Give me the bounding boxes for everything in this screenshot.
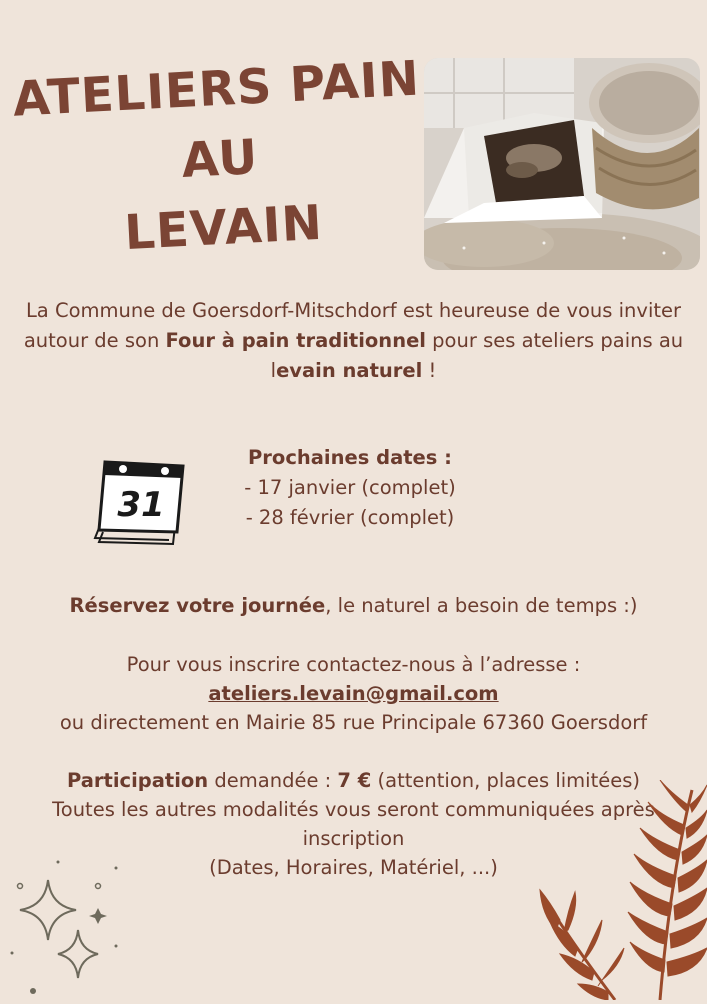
dates-heading: Prochaines dates :	[248, 446, 452, 469]
bread-book-photo	[424, 58, 700, 270]
calendar-day: 31	[117, 485, 165, 525]
reserve-line: Réservez votre journée, le naturel a besoin de temps :)	[69, 594, 638, 617]
contact-intro: Pour vous inscrire contactez-nous à l’adresse :	[126, 653, 581, 676]
calendar-icon	[85, 452, 189, 548]
page-title	[0, 44, 445, 276]
participation-line: Participation demandée : 7 € (attention, places limitées)	[67, 769, 640, 792]
intro-bold-oven: Four à pain traditionnel	[165, 329, 426, 352]
title-line-1: ATELIERS PAIN AU	[11, 50, 422, 189]
sparkle-decoration	[8, 858, 128, 1000]
fern-leaf-decoration	[520, 780, 707, 1000]
modalities-text: Toutes les autres modalités vous seront communiquées après inscription	[52, 798, 655, 850]
email-link[interactable]: ateliers.levain@gmail.com	[208, 682, 499, 705]
contact-address: ou directement en Mairie 85 rue Principale 67360 Goersdorf	[59, 711, 648, 734]
title-line-2: LEVAIN	[123, 194, 325, 262]
intro-bold-levain: evain naturel	[276, 359, 423, 382]
intro-paragraph: La Commune de Goersdorf-Mitschdorf est heureuse de vous inviter autour de son Four à pain traditionnel pour ses ateliers pains au levain naturel !	[23, 299, 684, 382]
dates-block	[200, 443, 500, 533]
contact-block	[10, 650, 697, 737]
date-item: - 17 janvier (complet)	[244, 476, 456, 499]
date-item: - 28 février (complet)	[245, 506, 455, 529]
modalities-list: (Dates, Horaires, Matériel, ...)	[209, 856, 498, 879]
